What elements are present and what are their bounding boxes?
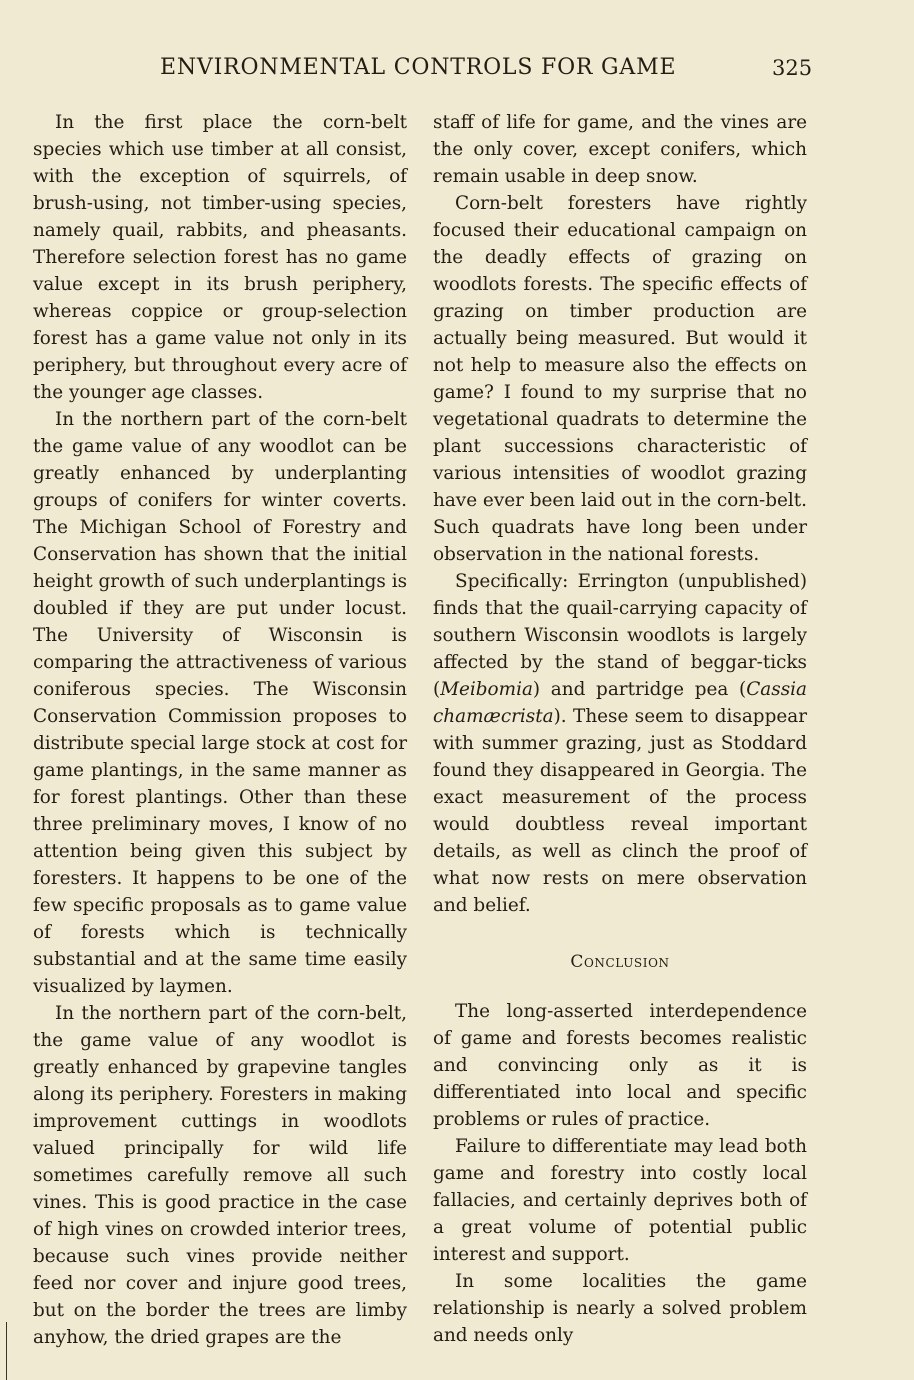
paragraph: In the northern part of the corn-belt, the game value of any woodlot is greatly enhanced by grapevine tangles along its periphery. Foresters in making improvement cuttings in woodlots valued principally for wild life sometimes carefully remove all such vines. This is good practice in the case of high vines on crowded interior trees, because such vines provide neither feed nor cover and injure good trees, but on the border the trees are limby anyhow, the dried grapes are the	[33, 1003, 407, 1348]
right-column	[433, 109, 807, 1349]
genus-name: Meibomia	[440, 679, 533, 700]
text-run: ). These seem to disappear with summer grazing, just as Stoddard found they disappeared in Georgia. The exact measurement of the process would doubtless reveal important details, as well as clinch the proof of what now rests on mere observation and belief.	[433, 706, 807, 916]
paragraph-continued: staff of life for game, and the vines are the only cover, except conifers, which remain usable in deep snow.	[433, 112, 807, 187]
paragraph: Failure to differentiate may lead both game and forestry into costly local fallacies, and certainly deprives both of a great volume of potential public interest and support.	[433, 1136, 807, 1265]
paragraph: Corn-belt foresters have rightly focused their educational campaign on the deadly effects of grazing on woodlots forests. The specific effects of grazing on timber production are actually being measured. But would it not help to measure also the effects on game? I found to my surprise that no vegetational quadrats to determine the plant successions characteristic of various intensities of woodlot grazing have ever been laid out in the corn-belt. Such quadrats have long been under observation in the national forests.	[433, 193, 807, 565]
running-head	[0, 55, 914, 85]
text-run: ) and partridge pea (	[532, 679, 747, 700]
paragraph	[433, 568, 807, 919]
species-name: Cassia chamæcrista	[433, 679, 807, 727]
paragraph: In the first place the corn-belt species which use timber at all consist, with the exception of squirrels, of brush-using, not timber-using species, namely quail, rabbits, and pheasants. Therefore selection forest has no game value except in its brush periphery, whereas coppice or group-selection forest has a game value not only in its periphery, but throughout every acre of the younger age classes.	[33, 112, 407, 403]
paragraph: The long-asserted interdependence of game and forests becomes realistic and convincing only as it is differentiated into local and specific problems or rules of practice.	[433, 1001, 807, 1130]
section-heading: Conclusion	[570, 952, 670, 972]
page-edge-mark	[6, 1322, 7, 1380]
paragraph: In the northern part of the corn-belt the game value of any woodlot can be greatly enhanced by underplanting groups of conifers for winter coverts. The Michigan School of Forestry and Conservation has shown that the initial height growth of such underplantings is doubled if they are put under locust. The University of Wisconsin is comparing the attractiveness of various coniferous species. The Wisconsin Conservation Commission proposes to distribute special large stock at cost for game plantings, in the same manner as for forest plantings. Other than these three preliminary moves, I know of no attention being given this subject by foresters. It happens to be one of the few specific proposals as to game value of forests which is technically substantial and at the same time easily visualized by laymen.	[33, 409, 408, 997]
paragraph: In some localities the game relationship is nearly a solved problem and needs only	[433, 1271, 807, 1346]
running-title: ENVIRONMENTAL CONTROLS FOR GAME	[160, 55, 677, 80]
left-column	[33, 109, 407, 1351]
text-run: Specifically: Errington (unpublished) finds that the quail-carrying capacity of southern Wisconsin woodlots is largely affected by the stand of beggar-ticks (	[433, 571, 807, 700]
page-number: 325	[772, 56, 813, 80]
